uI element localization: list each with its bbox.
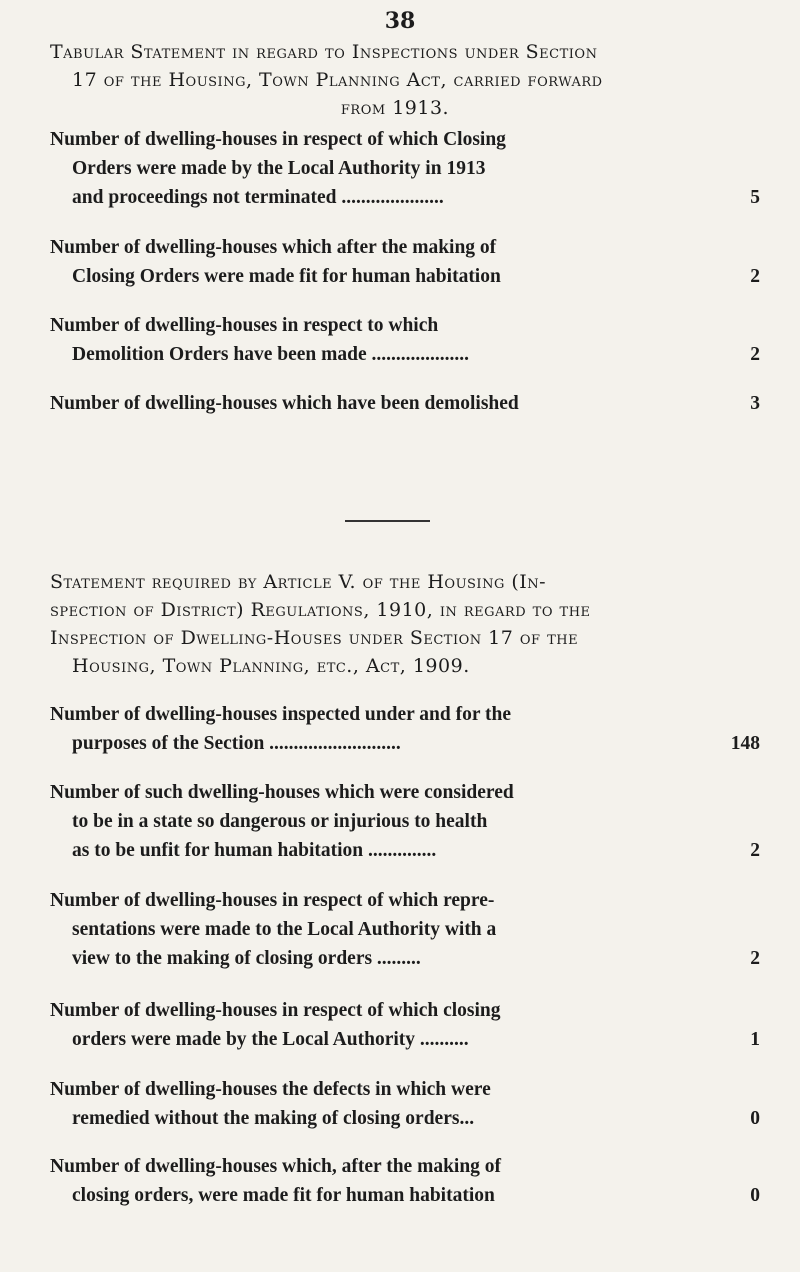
entry-line: to be in a state so dangerous or injurious to health: [72, 811, 488, 832]
section-1-heading: [50, 38, 760, 122]
entry-value: 148: [730, 733, 760, 754]
entry-line: Number of dwelling-houses in respect of which closing: [50, 1000, 501, 1021]
section-1-entry-2: [50, 233, 760, 291]
section-2-entry-6: [50, 1152, 760, 1210]
entry-value: 0: [750, 1108, 760, 1129]
entry-value: 2: [750, 948, 760, 969]
section-2-heading-line-3: Inspection of Dwelling-Houses under Section 17 of the: [50, 627, 579, 649]
entry-value: 2: [750, 266, 760, 287]
section-2-heading-line-1: Statement required by Article V. of the Housing (In-: [50, 571, 547, 593]
entry-line: Number of dwelling-houses which, after the making of: [50, 1156, 502, 1177]
section-1-heading-line-2: 17 of the Housing, Town Planning Act, carried forward: [72, 69, 603, 91]
entry-line: Number of dwelling-houses the defects in which were: [50, 1079, 491, 1100]
section-1-heading-line-3: from 1913.: [340, 97, 450, 119]
entry-line: Number of dwelling-houses which have been demolished: [50, 393, 519, 414]
entry-line: and proceedings not terminated .....................: [72, 187, 444, 208]
entry-line: Orders were made by the Local Authority in 1913: [72, 158, 486, 179]
entry-value: 3: [750, 393, 760, 414]
section-2-heading-line-4: Housing, Town Planning, etc., Act, 1909.: [72, 655, 470, 677]
entry-line: closing orders, were made fit for human habitation: [72, 1185, 495, 1206]
entry-line: orders were made by the Local Authority ..........: [72, 1029, 469, 1050]
section-2-entry-5: [50, 1075, 760, 1133]
section-2-entry-4: [50, 996, 760, 1054]
section-2-heading-line-2: spection of District) Regulations, 1910, in regard to the: [50, 599, 591, 621]
entry-line: Number of dwelling-houses in respect to which: [50, 315, 439, 336]
entry-line: view to the making of closing orders .........: [72, 948, 421, 969]
entry-line: sentations were made to the Local Authority with a: [72, 919, 497, 940]
entry-line: Number of dwelling-houses in respect of which repre-: [50, 890, 495, 911]
entry-value: 0: [750, 1185, 760, 1206]
entry-line: Number of dwelling-houses inspected under and for the: [50, 704, 512, 725]
entry-line: Number of dwelling-houses which after the making of: [50, 237, 497, 258]
entry-line: Demolition Orders have been made ....................: [72, 344, 470, 365]
entry-line: as to be unfit for human habitation ..............: [72, 840, 437, 861]
entry-line: Number of such dwelling-houses which were considered: [50, 782, 514, 803]
section-1-entry-1: [50, 125, 760, 212]
section-2-entry-1: [50, 700, 760, 758]
section-1-entry-4: [50, 389, 760, 418]
section-1-entry-3: [50, 311, 760, 369]
section-2-entry-3: [50, 886, 760, 973]
section-2-heading: [50, 568, 760, 680]
entry-value: 2: [750, 344, 760, 365]
entry-value: 1: [750, 1029, 760, 1050]
section-divider: [345, 520, 430, 522]
section-1-heading-line-1: Tabular Statement in regard to Inspections under Section: [50, 41, 598, 63]
entry-value: 2: [750, 840, 760, 861]
page-number: 38: [384, 8, 416, 34]
section-2-entry-2: [50, 778, 760, 865]
entry-line: Number of dwelling-houses in respect of which Closing: [50, 129, 506, 150]
entry-line: purposes of the Section ...........................: [72, 733, 401, 754]
entry-value: 5: [750, 187, 760, 208]
entry-line: Closing Orders were made fit for human habitation: [72, 266, 501, 287]
entry-line: remedied without the making of closing orders...: [72, 1108, 475, 1129]
